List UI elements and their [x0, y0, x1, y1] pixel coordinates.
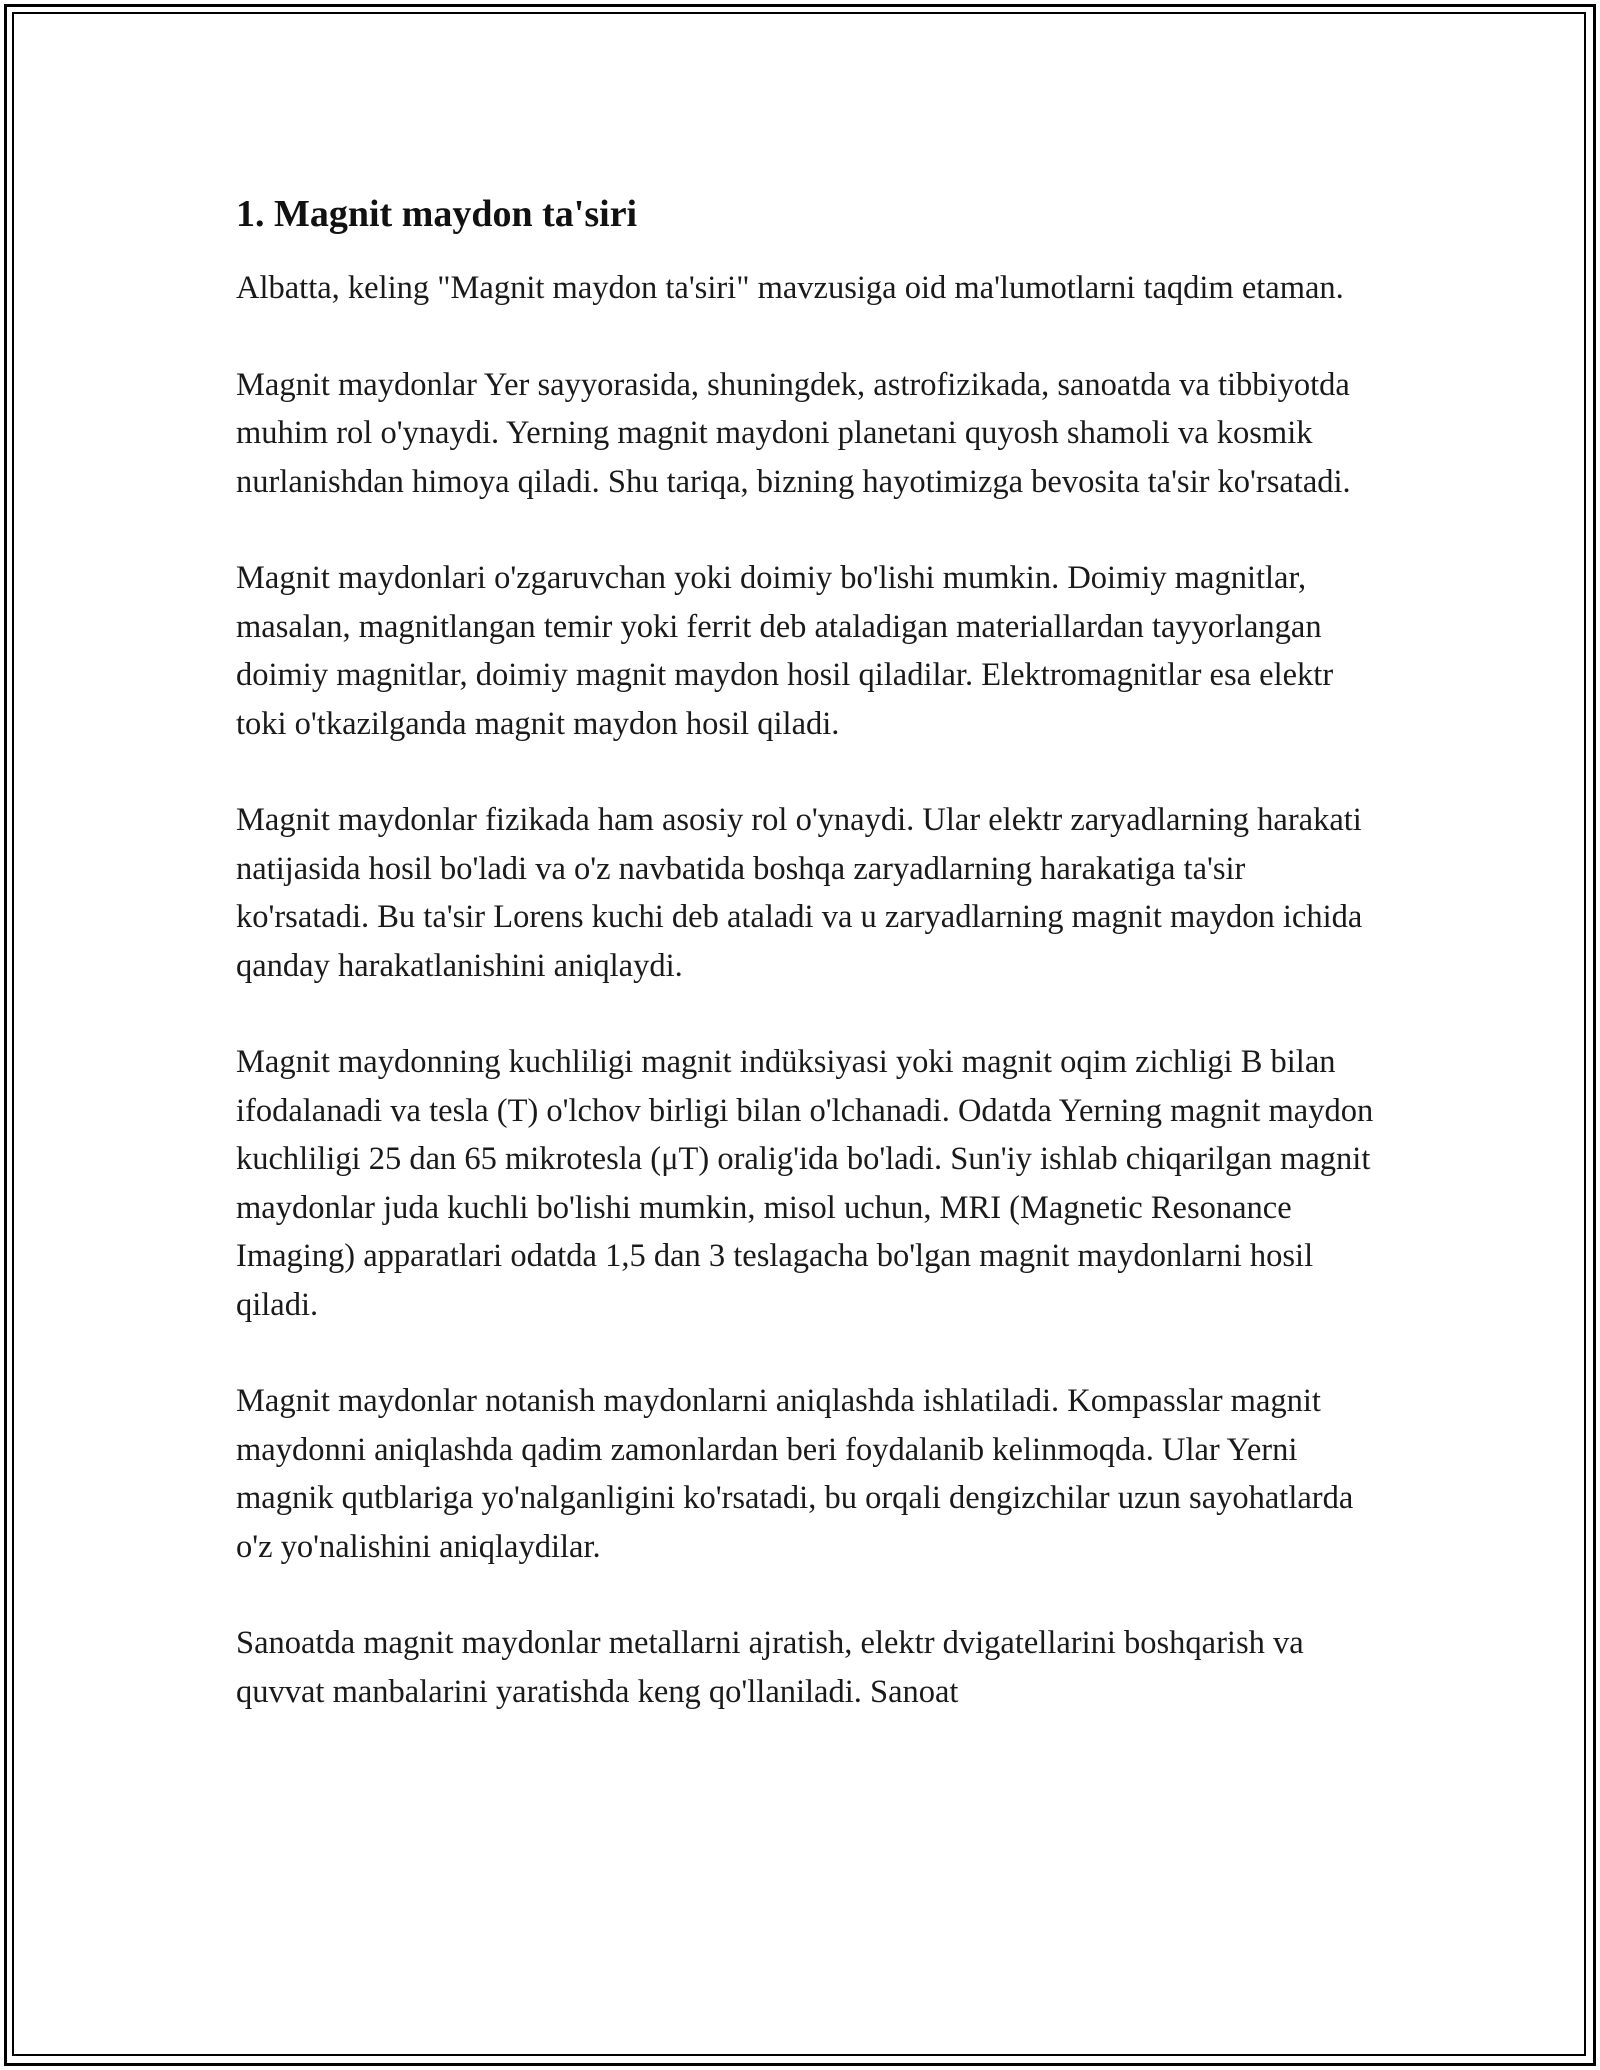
paragraph-field-strength: Magnit maydonning kuchliligi magnit indüksiyasi yoki magnit oqim zichligi B bilan ifodalanadi va tesla (T) o'lchov birligi bilan o'lchanadi. Odatda Yerning magnit maydon kuchliligi 25 dan 65 mikrotesla (μT) oralig'ida bo'ladi. Sun'iy ishlab chiqarilgan magnit maydonlar juda kuchli bo'lishi mumkin, misol uchun, MRI (Magnetic Resonance Imaging) apparatlari odatda 1,5 dan 3 teslagacha bo'lgan magnit maydonlarni hosil qiladi.: [236, 1044, 1374, 1323]
paragraph-earth-role: Magnit maydonlar Yer sayyorasida, shuningdek, astrofizikada, sanoatda va tibbiyotda muhim rol o'ynaydi. Yerning magnit maydoni planetani quyosh shamoli va kosmik nurlanishdan himoya qiladi. Shu tariqa, bizning hayotimizga bevosita ta'sir ko'rsatadi.: [236, 366, 1351, 500]
paragraph-intro: Albatta, keling "Magnit maydon ta'siri" mavzusiga oid ma'lumotlarni taqdim etaman.: [236, 270, 1344, 306]
paragraph-field-types: Magnit maydonlari o'zgaruvchan yoki doimiy bo'lishi mumkin. Doimiy magnitlar, masalan, magnitlangan temir yoki ferrit deb ataladigan materiallardan tayyorlangan doimiy magnitlar, doimiy magnit maydon hosil qiladilar. Elektromagnitlar esa elektr toki o'tkazilganda magnit maydon hosil qiladi.: [236, 560, 1334, 742]
section-title: 1. Magnit maydon ta'siri: [236, 193, 638, 235]
document-body: [236, 188, 1386, 1764]
paragraph-physics-lorentz: Magnit maydonlar fizikada ham asosiy rol o'ynaydi. Ular elektr zaryadlarning harakati natijasida hosil bo'ladi va o'z navbatida boshqa zaryadlarning harakatiga ta'sir ko'rsatadi. Bu ta'sir Lorens kuchi deb ataladi va u zaryadlarning magnit maydon ichida qanday harakatlanishini aniqlaydi.: [236, 802, 1363, 984]
paragraph-compasses: Magnit maydonlar notanish maydonlarni aniqlashda ishlatiladi. Kompasslar magnit maydonni aniqlashda qadim zamonlardan beri foydalanib kelinmoqda. Ular Yerni magnik qutblariga yo'nalganligini ko'rsatadi, bu orqali dengizchilar uzun sayohatlarda o'z yo'nalishini aniqlaydilar.: [236, 1383, 1354, 1565]
paragraph-industry: Sanoatda magnit maydonlar metallarni ajratish, elektr dvigatellarini boshqarish va quvvat manbalarini yaratishda keng qo'llaniladi. Sanoat: [236, 1625, 1304, 1710]
